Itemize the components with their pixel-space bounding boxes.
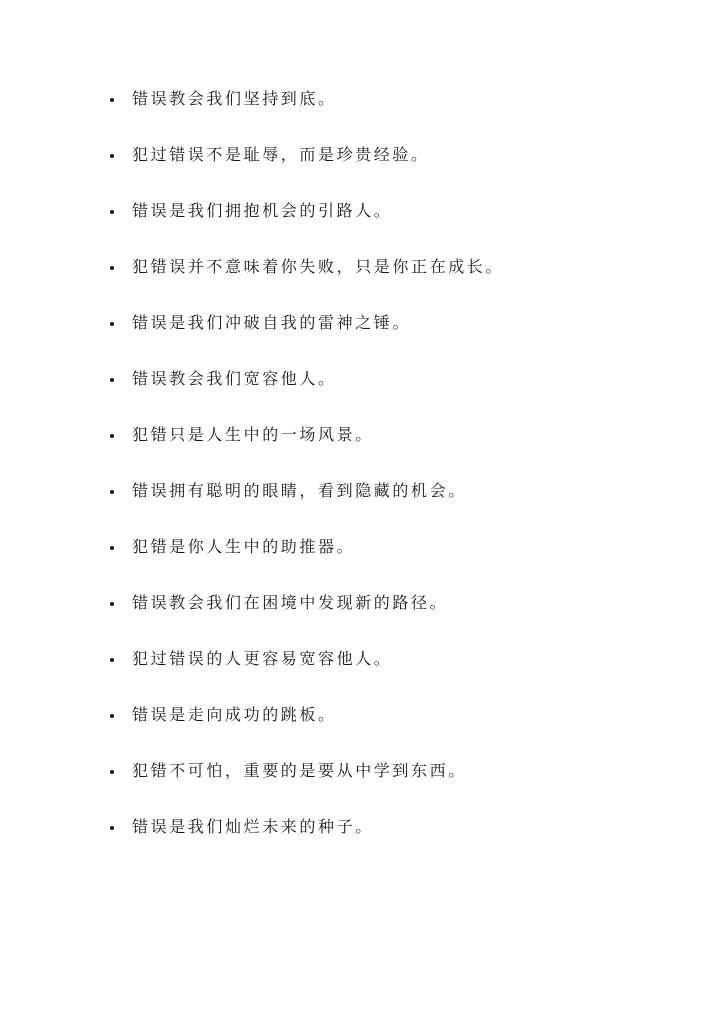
list-item-text: 犯错误并不意味着你失败，只是你正在成长。 [132,257,505,276]
bullet-icon [110,826,114,830]
list-item-text: 错误教会我们在困境中发现新的路径。 [132,593,449,612]
list-item [110,646,670,702]
list-item [110,590,670,646]
list-item [110,254,670,310]
list-item-text: 错误是我们拥抱机会的引路人。 [132,201,393,220]
list-item [110,478,670,534]
bullet-icon [110,770,114,774]
list-item [110,198,670,254]
list-item [110,310,670,366]
list-item-text: 犯错是你人生中的助推器。 [132,537,356,556]
list-item-text: 错误教会我们坚持到底。 [132,89,337,108]
list-item-text: 错误拥有聪明的眼睛，看到隐藏的机会。 [132,481,467,500]
bullet-icon [110,658,114,662]
bullet-icon [110,602,114,606]
bullet-icon [110,98,114,102]
bullet-icon [110,210,114,214]
list-item [110,702,670,758]
bullet-icon [110,546,114,550]
bullet-icon [110,154,114,158]
list-item-text: 错误是走向成功的跳板。 [132,705,337,724]
list-item-text: 犯过错误不是耻辱，而是珍贵经验。 [132,145,430,164]
bullet-icon [110,490,114,494]
bullet-icon [110,434,114,438]
bullet-icon [110,378,114,382]
list-item-text: 犯错只是人生中的一场风景。 [132,425,374,444]
list-item [110,534,670,590]
bullet-icon [110,322,114,326]
list-item-text: 错误是我们灿烂未来的种子。 [132,817,374,836]
list-item [110,366,670,422]
bullet-icon [110,714,114,718]
list-item [110,86,670,142]
list-item [110,758,670,814]
bullet-icon [110,266,114,270]
bullet-list [110,86,670,870]
list-item-text: 犯错不可怕，重要的是要从中学到东西。 [132,761,467,780]
list-item-text: 错误是我们冲破自我的雷神之锤。 [132,313,412,332]
list-item [110,422,670,478]
list-item-text: 错误教会我们宽容他人。 [132,369,337,388]
list-item [110,814,670,870]
list-item-text: 犯过错误的人更容易宽容他人。 [132,649,393,668]
list-item [110,142,670,198]
